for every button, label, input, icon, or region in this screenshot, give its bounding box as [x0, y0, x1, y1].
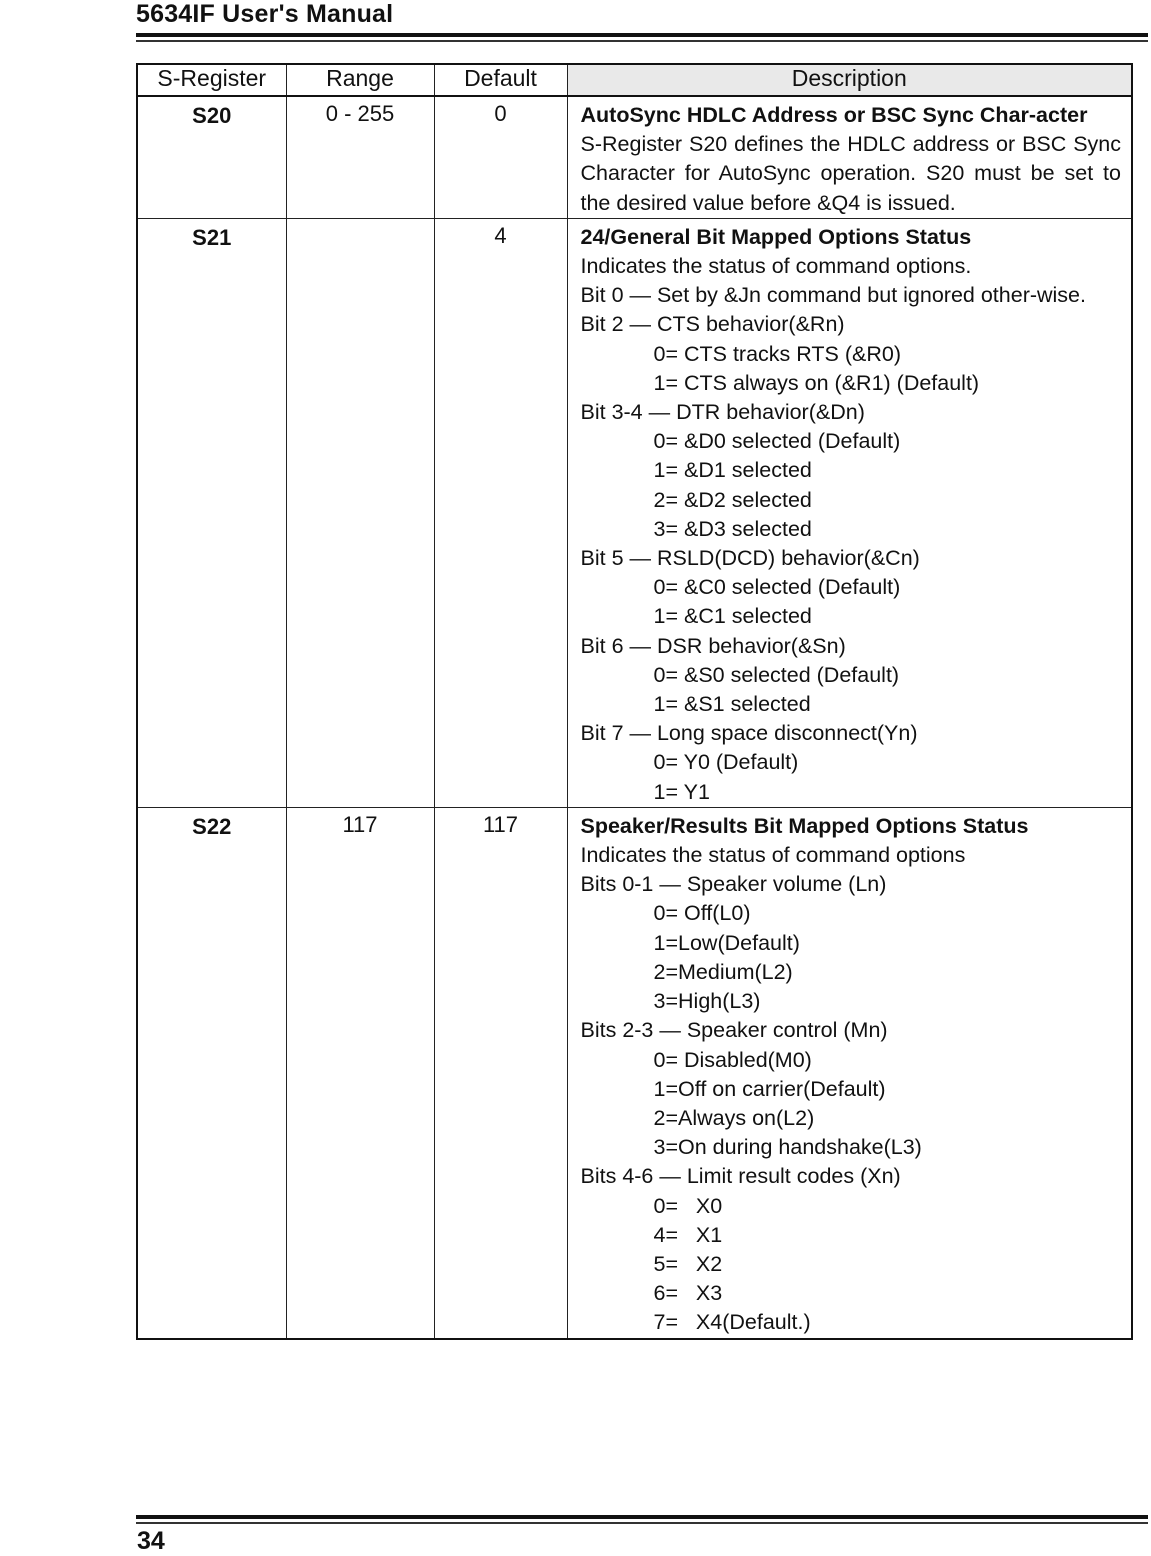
- s-register-table: [136, 63, 1133, 1340]
- description-text: Bit 0 — Set by &Jn command but ignored other-wise.: [580, 283, 1086, 308]
- option-value-line: 1= CTS always on (&R1) (Default): [653, 370, 980, 395]
- register-cell: S22: [137, 807, 286, 1338]
- option-value-line: 2= &D2 selected: [653, 487, 812, 512]
- default-cell: 0: [434, 96, 567, 218]
- option-value-line: 1= &D1 selected: [653, 458, 812, 483]
- range-cell: [286, 218, 434, 807]
- description-text: Indicates the status of command options.: [580, 254, 972, 279]
- option-value-line: 6= X3: [653, 1281, 723, 1306]
- description-title: Speaker/Results Bit Mapped Options Status: [580, 813, 1029, 838]
- register-cell: S20: [137, 96, 286, 218]
- description-title: 24/General Bit Mapped Options Status: [580, 224, 972, 249]
- description-cell: [567, 807, 1132, 1338]
- option-value-line: 1=Off on carrier(Default): [653, 1076, 886, 1101]
- option-value-line: 0= &D0 selected (Default): [653, 429, 901, 454]
- table-row-s22: [137, 807, 1132, 1338]
- bit-description-line: Bits 2-3 — Speaker control (Mn): [580, 1018, 888, 1043]
- default-cell: 117: [434, 807, 567, 1338]
- table-header-row: [137, 64, 1132, 96]
- option-value-line: 3=High(L3): [653, 989, 761, 1014]
- page-number: 34: [137, 1527, 165, 1555]
- description-lines: [581, 841, 1122, 1337]
- description-cell: [567, 218, 1132, 807]
- column-header-description: Description: [567, 64, 1132, 96]
- table-row-s20: [137, 96, 1132, 218]
- range-cell: 117: [286, 807, 434, 1338]
- description-title: AutoSync HDLC Address or BSC Sync Char-acter: [580, 103, 1088, 127]
- header-rule: [136, 33, 1148, 37]
- range-cell: 0 - 255: [286, 96, 434, 218]
- bit-description-line: Bits 0-1 — Speaker volume (Ln): [580, 872, 887, 897]
- column-header-range: Range: [286, 64, 434, 96]
- footer-rule: [136, 1515, 1148, 1519]
- option-value-line: 0= Y0 (Default): [653, 750, 799, 775]
- option-value-line: 3=On during handshake(L3): [653, 1135, 922, 1160]
- bit-description-line: Bit 7 — Long space disconnect(Yn): [580, 721, 918, 746]
- option-value-line: 7= X4(Default.): [653, 1310, 811, 1335]
- description-lines: [581, 130, 1122, 218]
- description-text: Indicates the status of command options: [580, 843, 966, 868]
- option-value-line: 0= Off(L0): [653, 901, 751, 926]
- option-value-line: 2=Always on(L2): [653, 1105, 815, 1130]
- footer-rule-thin: [136, 1522, 1148, 1524]
- default-cell: 4: [434, 218, 567, 807]
- option-value-line: 0= &C0 selected (Default): [653, 575, 901, 600]
- bit-description-line: Bit 5 — RSLD(DCD) behavior(&Cn): [580, 546, 920, 571]
- column-header-s-register: S-Register: [137, 64, 286, 96]
- table-row-s21: [137, 218, 1132, 807]
- option-value-line: 1= &S1 selected: [653, 692, 811, 717]
- bit-description-line: Bit 6 — DSR behavior(&Sn): [580, 633, 846, 658]
- description-text: S-Register S20 defines the HDLC address or BSC Sync Character for AutoSync operation. S20 must be set to the desired value before &Q4 is issued.: [580, 132, 1121, 215]
- bit-description-line: Bits 4-6 — Limit result codes (Xn): [580, 1164, 901, 1189]
- bit-description-line: Bit 3-4 — DTR behavior(&Dn): [580, 400, 865, 425]
- register-cell: S21: [137, 218, 286, 807]
- description-lines: [581, 252, 1122, 807]
- manual-title: 5634IF User's Manual: [136, 0, 394, 28]
- option-value-line: 4= X1: [653, 1222, 723, 1247]
- option-value-line: 5= X2: [653, 1251, 723, 1276]
- option-value-line: 1= Y1: [653, 779, 710, 804]
- option-value-line: 0= CTS tracks RTS (&R0): [653, 341, 902, 366]
- description-cell: [567, 96, 1132, 218]
- bit-description-line: Bit 2 — CTS behavior(&Rn): [580, 312, 845, 337]
- option-value-line: 1= &C1 selected: [653, 604, 812, 629]
- column-header-default: Default: [434, 64, 567, 96]
- option-value-line: 3= &D3 selected: [653, 516, 812, 541]
- option-value-line: 0= Disabled(M0): [653, 1047, 812, 1072]
- option-value-line: 0= &S0 selected (Default): [653, 662, 900, 687]
- option-value-line: 0= X0: [653, 1193, 723, 1218]
- option-value-line: 2=Medium(L2): [653, 959, 793, 984]
- header-rule-thin: [136, 40, 1148, 42]
- option-value-line: 1=Low(Default): [653, 930, 800, 955]
